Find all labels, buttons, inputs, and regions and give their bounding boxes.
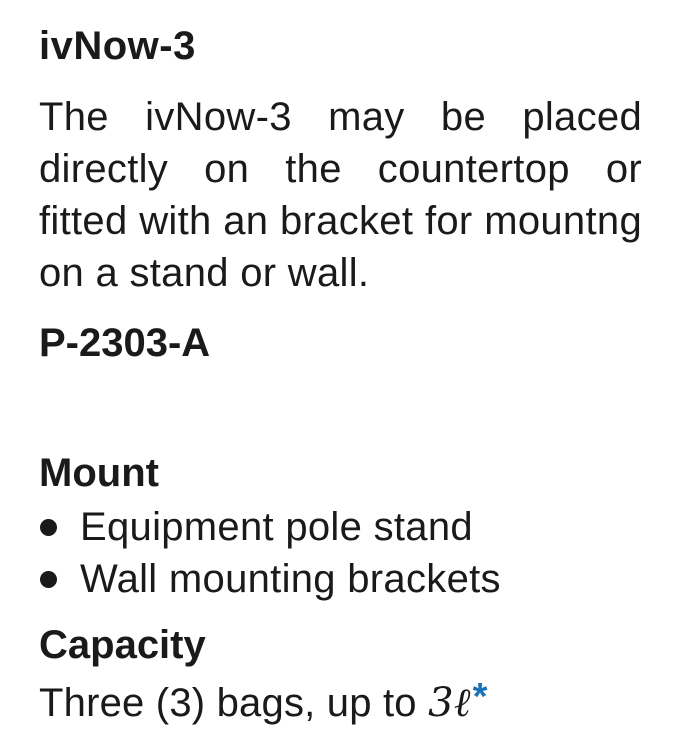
mount-item-wall-brackets (39, 553, 642, 605)
bullet-icon (40, 571, 57, 588)
mount-item-pole-stand (39, 501, 642, 553)
mount-list (39, 501, 642, 605)
capacity-description (39, 671, 642, 729)
part-number: P-2303-A (39, 321, 211, 365)
capacity-value: 3ℓ (428, 680, 471, 726)
bullet-icon (40, 519, 57, 536)
mount-item-label: Equipment pole stand (80, 505, 473, 549)
footnote-asterisk[interactable]: * (472, 676, 488, 718)
product-spec-sheet (39, 22, 642, 729)
mount-item-label: Wall mounting brackets (80, 557, 501, 601)
capacity-heading: Capacity (39, 623, 206, 667)
mount-heading: Mount (39, 451, 159, 495)
capacity-text: Three (3) bags, up to (39, 681, 429, 725)
product-description: The ivNow-3 may be placed directly on the countertop or fitted with an bracket for mountng on a stand or wall. (39, 95, 642, 295)
product-title: ivNow-3 (39, 24, 196, 68)
